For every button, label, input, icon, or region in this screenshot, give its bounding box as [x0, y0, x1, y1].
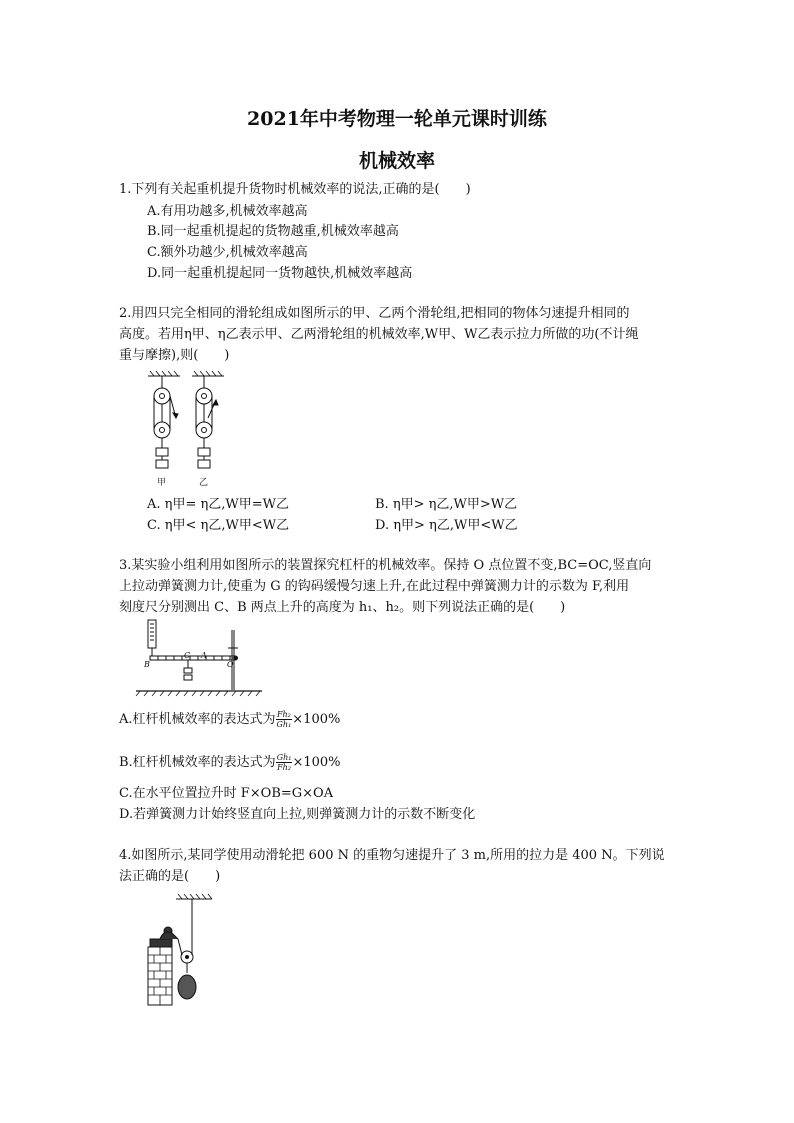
q2-stem-line1: 2.用四只完全相同的滑轮组成如图所示的甲、乙两个滑轮组,把相同的物体匀速提升相同的 [119, 306, 630, 321]
q1-option-a: A.有用功越多,机械效率越高 [147, 204, 308, 219]
q2-option-a: A. η甲= η乙,W甲=W乙 [147, 497, 290, 512]
fig-label-yi: 乙 [199, 478, 209, 488]
lever-label-o: O [227, 660, 234, 669]
fraction-numerator: Fh₂ [276, 710, 291, 719]
pulley-systems-figure [140, 368, 230, 486]
page-subtitle: 机械效率 [358, 150, 435, 172]
q3-option-c: C.在水平位置拉升时 F×OB=G×OA [119, 786, 334, 801]
q2-stem-line3: 重与摩擦),则( ) [119, 348, 230, 363]
q3-stem-line2: 上拉动弹簧测力计,使重为 G 的钩码缓慢匀速上升,在此过程中弹簧测力计的示数为 F,利用 [119, 579, 630, 594]
q3-option-a-suffix: ×100% [292, 712, 341, 727]
q3-option-b-suffix: ×100% [292, 755, 341, 770]
lever-label-a: A [201, 651, 207, 660]
q3-option-d: D.若弹簧测力计始终竖直向上拉,则弹簧测力计的示数不断变化 [119, 807, 476, 822]
q3-option-b [119, 753, 341, 773]
q2-option-b: B. η甲> η乙,W甲>W乙 [375, 497, 518, 512]
q3-stem-line1: 3.某实验小组利用如图所示的装置探究杠杆的机械效率。保持 O 点位置不变,BC=OC,竖直向 [119, 558, 652, 573]
q1-option-d: D.同一起重机提起同一货物越快,机械效率越高 [147, 266, 413, 281]
q3-option-a-fraction [276, 710, 293, 729]
fraction-numerator: Gh₁ [276, 753, 292, 762]
q1-option-c: C.额外功越少,机械效率越高 [147, 245, 308, 260]
q3-option-a [119, 710, 340, 730]
q4-stem-line2: 法正确的是( ) [119, 869, 221, 884]
q2-option-c: C. η甲< η乙,W甲<W乙 [147, 518, 290, 533]
q3-option-b-fraction [276, 753, 293, 772]
q1-stem: 1.下列有关起重机提升货物时机械效率的说法,正确的是( ) [119, 182, 471, 197]
fig-label-jia: 甲 [157, 478, 167, 488]
movable-pulley-figure [140, 893, 220, 1011]
fraction-denominator: Fh₂ [277, 763, 292, 772]
q3-option-a-text: A.杠杆机械效率的表达式为 [119, 712, 276, 727]
q2-stem-line2: 高度。若用η甲、η乙表示甲、乙两滑轮组的机械效率,W甲、W乙表示拉力所做的功(不计绳 [119, 327, 639, 342]
lever-apparatus-figure [132, 618, 266, 698]
lever-label-b: B [144, 660, 150, 669]
q1-option-b: B.同一起重机提起的货物越重,机械效率越高 [147, 224, 399, 239]
q3-stem-line3: 刻度尺分别测出 C、B 两点上升的高度为 h₁、h₂。则下列说法正确的是( ) [119, 600, 566, 615]
q4-stem-line1: 4.如图所示,某同学使用动滑轮把 600 N 的重物匀速提升了 3 m,所用的拉力是 400 N。下列说 [119, 848, 665, 863]
lever-label-c: C [184, 651, 191, 660]
q2-option-d: D. η甲> η乙,W甲<W乙 [375, 518, 518, 533]
fraction-denominator: Gh₁ [276, 720, 292, 729]
q3-option-b-text: B.杠杆机械效率的表达式为 [119, 755, 276, 770]
page-title: 2021年中考物理一轮单元课时训练 [247, 108, 547, 130]
